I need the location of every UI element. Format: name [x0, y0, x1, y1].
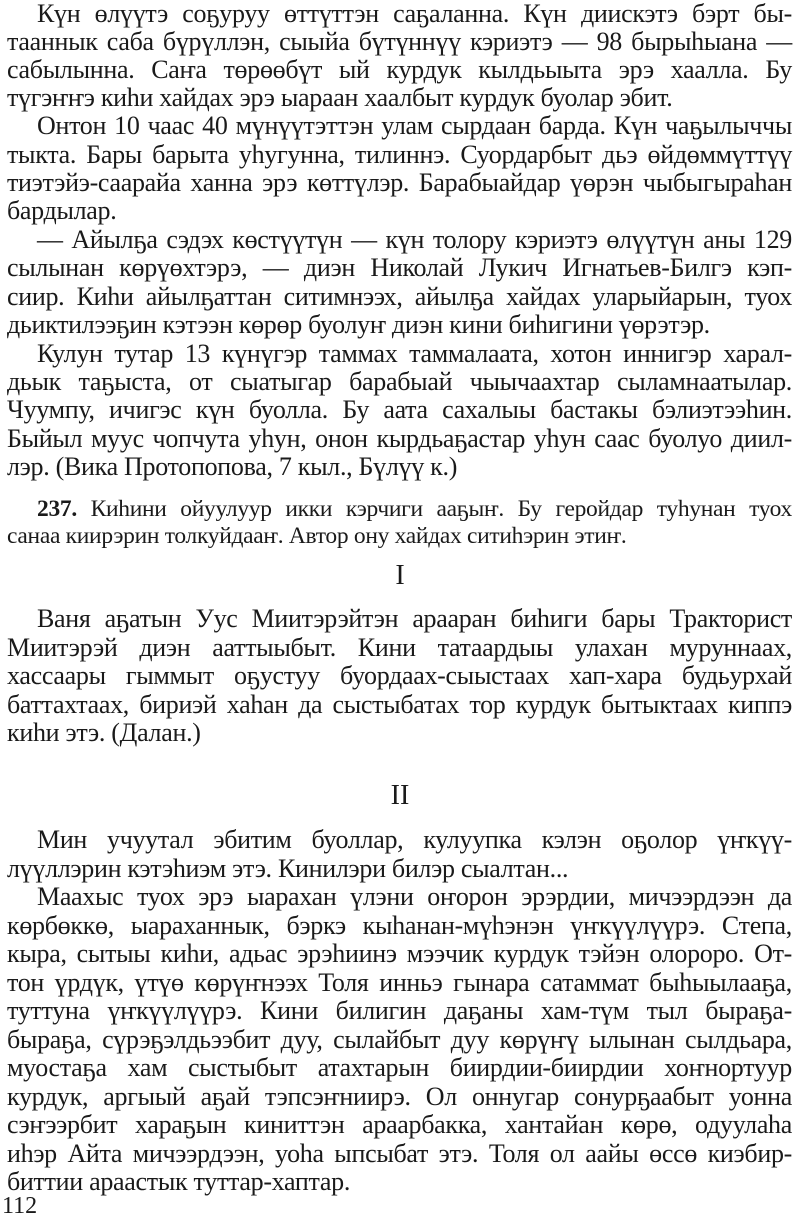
text-line: Ваня аҕатын Уус Миитэрэйтэн арааран биһиги бары Тракторист	[37, 604, 792, 633]
text-line: муостаҕа хам сыстыбыт атахтарын биирдии-биирдии хоҥнортуур	[7, 1053, 792, 1082]
text-line: Чуумпу, ичигэс күн буолла. Бу аата сахалыы бастакы бэлиэтээһин.	[7, 395, 792, 424]
text-line: Күн өлүүтэ соҕуруу өттүттэн саҕаланна. Күн диискэтэ бэрт бы-	[37, 0, 792, 28]
text-line: туттуна үҥкүүлүүрэ. Кини билигин даҕаны хам-түм тыл быраҕа-	[7, 996, 792, 1025]
text-line: кыра, сытыы киһи, адьас эрэһиинэ мээчик курдук тэйэн олороро. От-	[7, 939, 792, 968]
text-line: сэҥээрбит хараҕын киниттэн араарбакка, хантайан көрө, одуулаһа	[7, 1110, 792, 1139]
text-line: тааннык саба бүрүллэн, сыыйа бүтүннүү кэриэтэ — 98 бырыһыана —	[7, 27, 792, 56]
section-heading-2: II	[390, 780, 410, 811]
text-line: киһи этэ. (Далан.)	[7, 718, 201, 747]
text-line: тыкта. Бары барыта уһугунна, тилиннэ. Суордарбыт дьэ өйдөммүттүү	[7, 140, 792, 169]
page-number: 112	[2, 1193, 38, 1219]
text-line: дьиктилээҕин кэтээн көрөр буолуҥ диэн кини биһигини үөрэтэр.	[7, 310, 710, 339]
text-line: бардылар.	[7, 196, 117, 225]
text-line: хассаары гыммыт оҕустуу буордаах-сыыстаах хап-хара будьурхай	[7, 661, 792, 690]
text-line: Онтон 10 чаас 40 мүнүүтэттэн улам сырдаан барда. Күн чаҕылыччы	[37, 111, 792, 140]
text-line: сиир. Киһи айылҕаттан ситимнээх, айылҕа хайдах уларыйарын, туох	[7, 282, 792, 311]
task-text: Киһини ойуулуур икки кэрчиги ааҕыҥ. Бу геройдар туһунан туох	[90, 496, 792, 522]
text-line: иһэр Айта мичээрдээн, уоһа ыпсыбат этэ. Толя ол аайы өссө киэбир-	[7, 1139, 792, 1168]
text-line: лүүллэрин кэтэһиэм этэ. Кинилэри билэр сыалтан...	[7, 854, 569, 883]
text-line: — Айылҕа сэдэх көстүүтүн — күн толору кэриэтэ өлүүтүн аны 129	[37, 225, 792, 254]
text-line: тон үрдүк, үтүө көрүҥнээх Толя инньэ гынара сатаммат быһыылааҕа,	[7, 968, 792, 997]
text-line: лэр. (Вика Протопопова, 7 кыл., Бүлүү к.)	[7, 452, 458, 481]
text-line: Кулун тутар 13 күнүгэр таммах таммалаата, хотон иннигэр харал-	[37, 339, 792, 368]
task-line: санаа киирэрин толкуйдааҥ. Автор ону хайдах ситиһэрин этиҥ.	[7, 523, 627, 549]
text-line: дьык таҕыста, от сыатыгар барабыай чыычаахтар сыламнаатылар.	[7, 367, 792, 396]
text-line: Миитэрэй диэн ааттыыбыт. Кини татаардыы улахан муруннаах,	[7, 633, 792, 662]
text-line: сабылынна. Саҥа төрөөбүт ый курдук кылдьыыта эрэ хаалла. Бу	[7, 55, 792, 84]
text-line: курдук, аргыый аҕай тэпсэҥниирэ. Ол оннугар сонурҕаабыт уонна	[7, 1082, 792, 1111]
text-line: көрбөккө, ыараханнык, бэркэ кыһанан-мүһэнэн үҥкүүлүүрэ. Степа,	[7, 911, 792, 940]
task-number: 237.	[37, 496, 77, 522]
section-heading-1: I	[395, 560, 405, 591]
text-line: Маахыс туох эрэ ыарахан үлэни оҥорон эрэрдии, мичээрдээн да	[37, 882, 792, 911]
task-line	[37, 495, 792, 523]
text-line: Мин учуутал эбитим буоллар, кулуупка кэлэн оҕолор үҥкүү-	[37, 825, 792, 854]
text-line: түгэҥҥэ киһи хайдах эрэ ыараан хаалбыт курдук буолар эбит.	[7, 83, 673, 112]
text-line: Быйыл муус чопчута уһун, онон кырдьаҕастар уһун саас буолуо диил-	[7, 424, 792, 453]
text-line: баттахтаах, бириэй хаһан да сыстыбатах тор курдук бытыктаах киппэ	[7, 690, 792, 719]
text-line: тиэтэйэ-саарайа ханна эрэ көттүлэр. Барабыайдар үөрэн чыбыгыраһан	[7, 168, 792, 197]
text-line: биттии араастык туттар-хаптар.	[7, 1167, 351, 1196]
text-line: быраҕа, сүрэҕэлдьээбит дуу, сылайбыт дуу көрүҥү ылынан сылдьара,	[7, 1025, 792, 1054]
text-line: сылынан көрүөхтэрэ, — диэн Николай Лукич Игнатьев-Билгэ кэп-	[7, 253, 792, 282]
